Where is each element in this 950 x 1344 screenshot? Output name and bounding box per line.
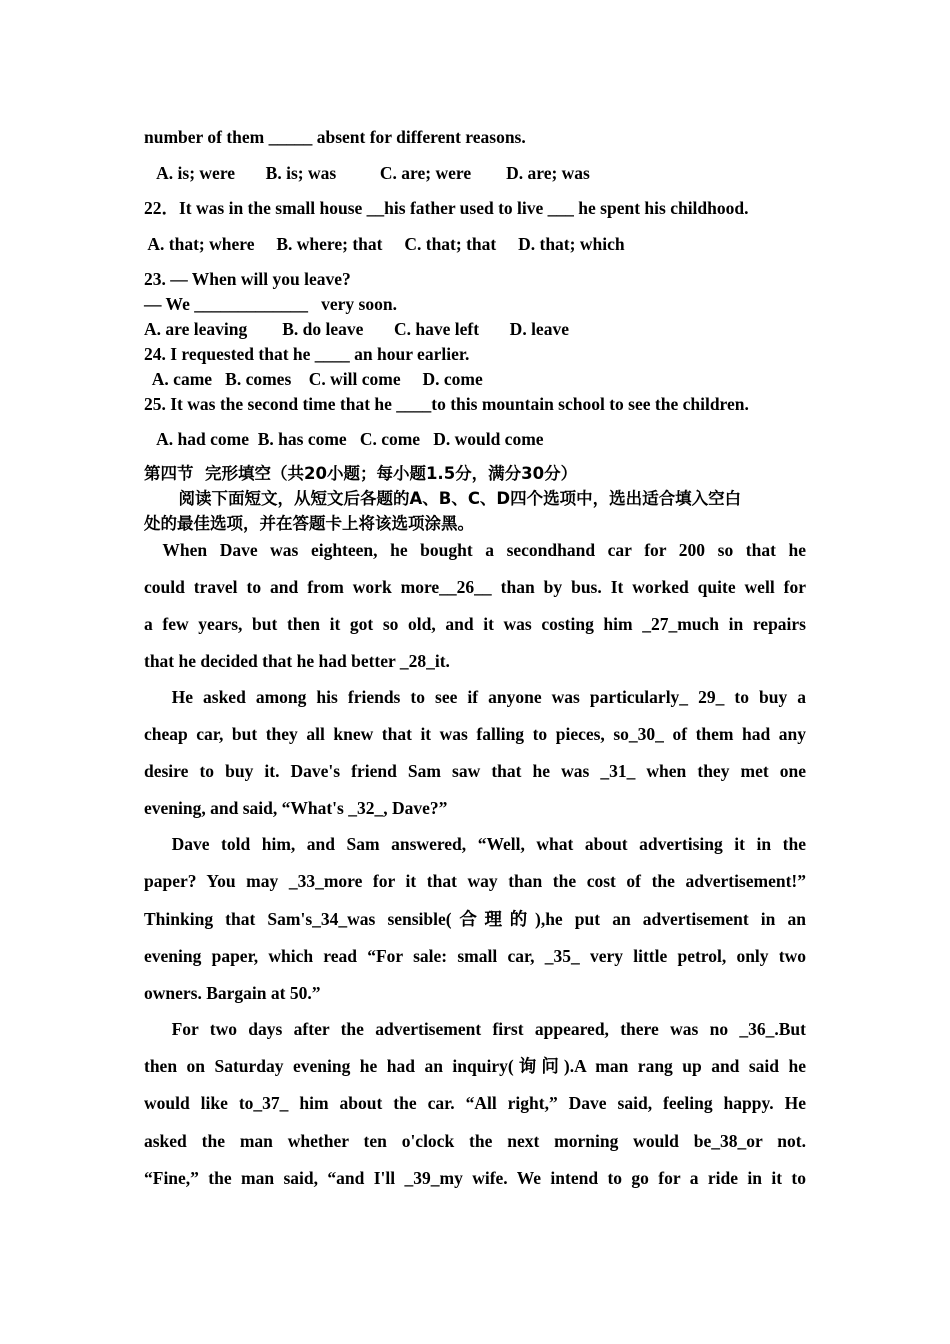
q25-stem: 25. It was the second time that he ____to this mountain school to see the children. [144,394,749,414]
p2-line4: evening, and said, “What's _32_, Dave?” [144,798,448,818]
q23-stem: 23. — When will you leave? [144,269,351,289]
p1-line4: that he decided that he had better _28_it. [144,651,450,671]
p4-line5: “Fine,” the man said, “and I'll _39_my wife. We intend to go for a ride in it to [144,1168,806,1188]
q25-options: A. had come B. has come C. come D. would come [144,429,544,449]
q24-options: A. came B. comes C. will come D. come [144,369,483,389]
p3-line3: Thinking that Sam's_34_was sensible(合理的),he put an advertisement in an [144,909,806,929]
p1-line2: could travel to and from work more__26__ than by bus. It worked quite well for [144,577,806,597]
q24-stem: 24. I requested that he ____ an hour earlier. [144,344,470,364]
p4-line1: For two days after the advertisement first appeared, there was no _36_.But [171,1019,806,1039]
p3-line1: Dave told him, and Sam answered, “Well, what about advertising it in the [171,834,806,854]
section4-title: 第四节 完形填空（共20小题；每小题1.5分，满分30分） [144,464,578,483]
p4-line3: would like to_37_ him about the car. “All right,” Dave said, feeling happy. He [144,1093,806,1113]
q22-stem: 22．It was in the small house __his father used to live ___ he spent his childhood. [144,198,749,218]
q23-options: A. are leaving B. do leave C. have left D. leave [144,319,569,339]
p1-line3: a few years, but then it got so old, and it was costing him _27_much in repairs [144,614,806,634]
p3-line2: paper? You may _33_more for it that way than the cost of the advertisement!” [144,871,806,891]
q21-options: A. is; were B. is; was C. are; were D. are; was [144,163,590,183]
p3-line5: owners. Bargain at 50.” [144,983,321,1003]
p4-line2: then on Saturday evening he had an inquiry(询问).A man rang up and said he [144,1056,806,1076]
p3-line4: evening paper, which read “For sale: small car, _35_ very little petrol, only two [144,946,806,966]
instruction-line-2: 处的最佳选项，并在答题卡上将该选项涂黑。 [144,514,474,533]
p4-line4: asked the man whether ten o'clock the next morning would be_38_or not. [144,1131,806,1151]
q22-options: A. that; where B. where; that C. that; that D. that; which [144,234,625,254]
p2-line3: desire to buy it. Dave's friend Sam saw that he was _31_ when they met one [144,761,806,781]
q23-reply: — We _____________ very soon. [144,294,397,314]
instruction-line-1: 阅读下面短文，从短文后各题的A、B、C、D四个选项中，选出适合填入空白 [144,489,742,508]
q21-stem-cont: number of them _____ absent for different reasons. [144,127,526,147]
p1-line1: When Dave was eighteen, he bought a secondhand car for 200 so that he [162,540,806,560]
p2-line1: He asked among his friends to see if anyone was particularly_ 29_ to buy a [171,687,806,707]
p2-line2: cheap car, but they all knew that it was falling to pieces, so_30_ of them had any [144,724,806,744]
